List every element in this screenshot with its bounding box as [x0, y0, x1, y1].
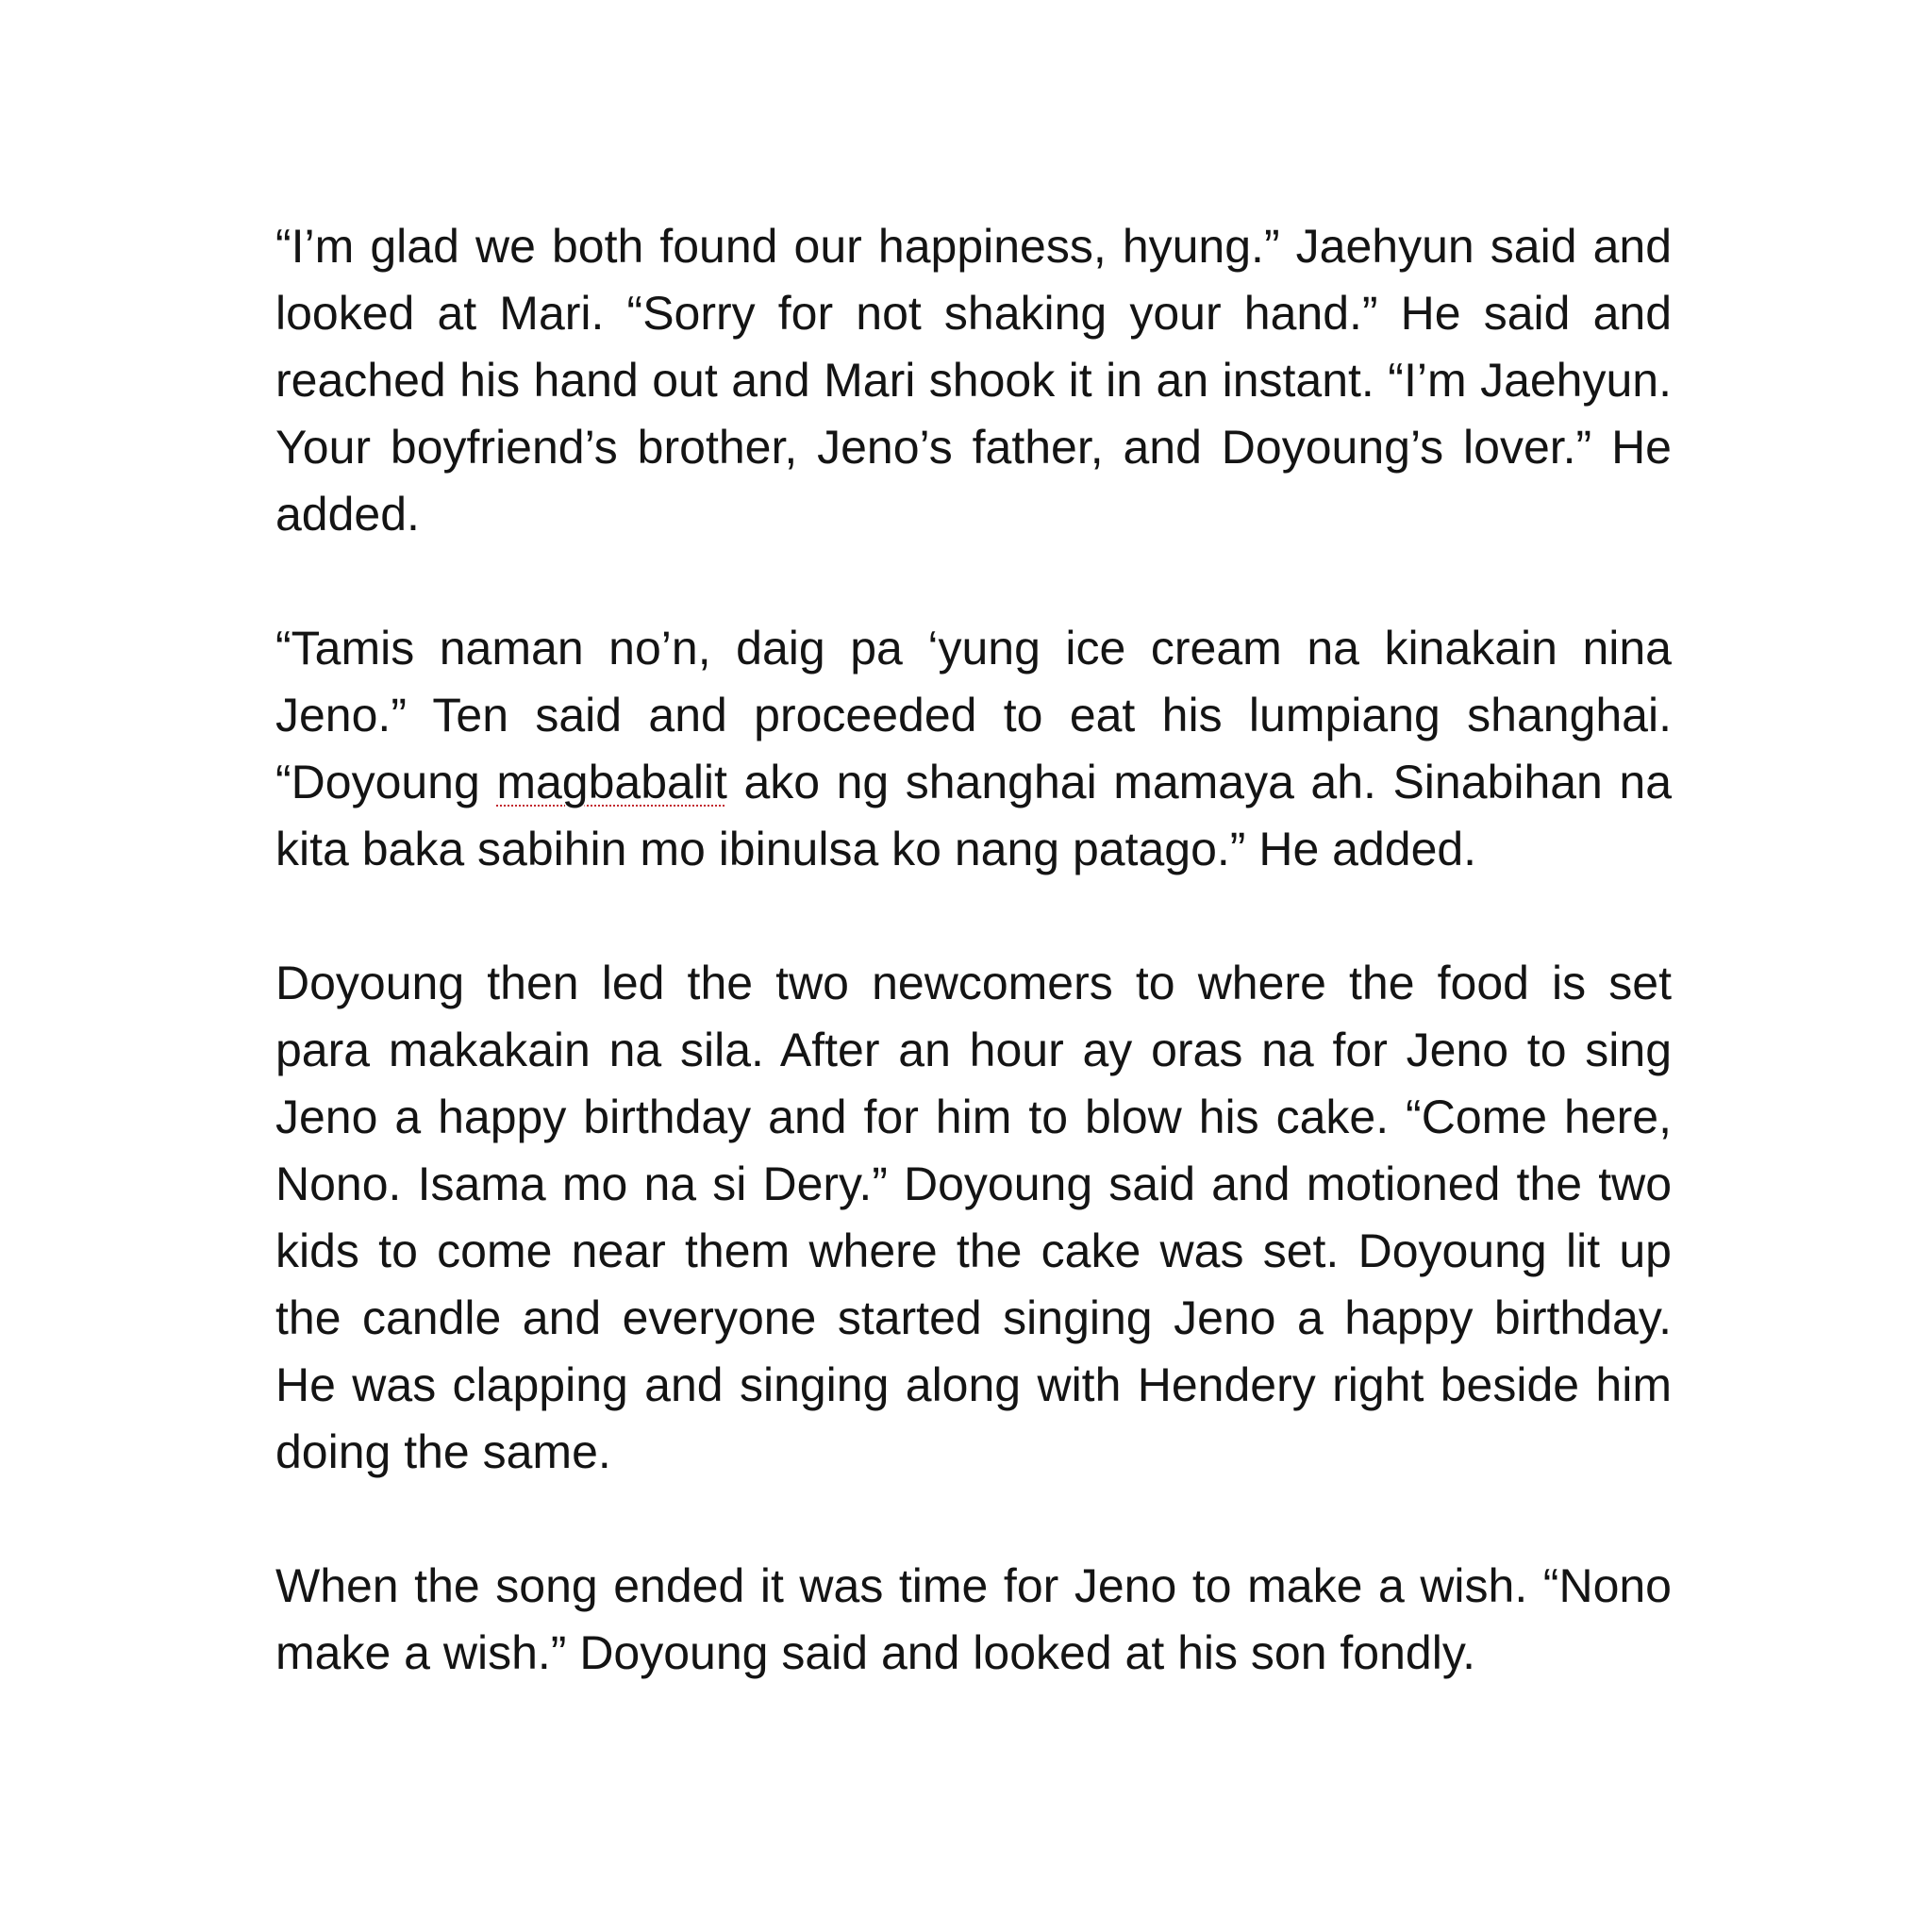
spellcheck-flagged-word[interactable]: magbabalit	[496, 756, 727, 808]
paragraph-4-text: When the song ended it was time for Jeno to make a wish. “Nono make a wish.” Doyoung said and looked at his son fondly.	[275, 1559, 1672, 1679]
paragraph-2	[275, 615, 1672, 883]
paragraph-4	[275, 1553, 1672, 1687]
paragraph-1	[275, 213, 1672, 548]
paragraph-2-text-end: ako ng shanghai mamaya ah. Sinabihan na kita baka sabihin mo ibinulsa ko nang patago.” He added.	[275, 756, 1672, 875]
paragraph-3-text: Doyoung then led the two newcomers to where the food is set para makakain na sila. After an hour ay oras na for Jeno to sing Jeno a happy birthday and for him to blow his cake. “Come here, Nono. Isama mo na si Dery.” Doyoung said and motioned the two kids to come near them where the cake was set. Doyoung lit up the candle and everyone started singing Jeno a happy birthday. He was clapping and singing along with Hendery right beside him doing the same.	[275, 957, 1672, 1478]
document-body[interactable]	[275, 213, 1672, 1687]
paragraph-1-text: “I’m glad we both found our happiness, hyung.” Jaehyun said and looked at Mari. “Sorry for not shaking your hand.” He said and reached his hand out and Mari shook it in an instant. “I’m Jaehyun. Your boyfriend’s brother, Jeno’s father, and Doyoung’s lover.” He added.	[275, 220, 1672, 541]
paragraph-3	[275, 950, 1672, 1486]
paragraph-2-text-start: “Tamis naman no’n, daig pa ‘yung ice cream na kinakain nina Jeno.” Ten said and proceeded to eat his lumpiang shanghai. “Doyoung	[275, 622, 1672, 808]
